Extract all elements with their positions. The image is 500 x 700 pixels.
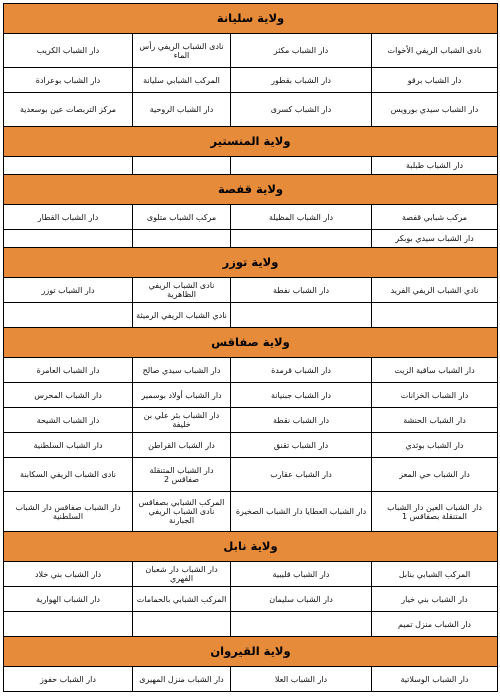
table-row (4, 205, 498, 230)
table-row (4, 303, 498, 328)
table-row (4, 667, 498, 692)
table-cell: دار الشباب الحنشة (372, 408, 498, 433)
table-cell: نادى الشباب الريفي السكابنة (4, 458, 133, 492)
table-cell: نادى الشباب الريفي الظاهرية (133, 278, 231, 303)
table-row (4, 68, 498, 93)
table-row (4, 230, 498, 248)
table-cell: دار الشباب الشيحة (4, 408, 133, 433)
table-row (4, 278, 498, 303)
table-cell: المركب الشبابي سليانة (133, 68, 231, 93)
table-cell: دار الشباب بئر علي بن خليفة (133, 408, 231, 433)
table-cell: دار الشباب قرمدة (231, 358, 372, 383)
table-cell: مركب شبابي قفصة (372, 205, 498, 230)
section-header-row (4, 637, 498, 667)
table-row (4, 562, 498, 587)
table-cell: نادي الشباب الريفي الفريد (372, 278, 498, 303)
table-cell: دار الشباب بوعرادة (4, 68, 133, 93)
table-cell (4, 303, 133, 328)
table-cell: دار الشباب العين دار الشباب المتنقلة بصفاقس 1 (372, 492, 498, 532)
table-row (4, 34, 498, 68)
table-row (4, 408, 498, 433)
section-header-row (4, 127, 498, 157)
table-row (4, 458, 498, 492)
table-cell: دار الشباب نقطة (231, 408, 372, 433)
table-cell: دار الشباب القطار (4, 205, 133, 230)
table-row (4, 383, 498, 408)
table-cell: دار الشباب الروحية (133, 93, 231, 127)
table-cell: نادي الشباب الريفي الرميثة (133, 303, 231, 328)
table-cell: دار الشباب بني خيار (372, 587, 498, 612)
table-cell: دار الشباب برقو (372, 68, 498, 93)
table-cell: دار الشباب توزر (4, 278, 133, 303)
table-cell: دار الشباب المحرس (4, 383, 133, 408)
table-cell: دار الشباب طبلبة (372, 157, 498, 175)
table-cell: دار الشباب حي المعز (372, 458, 498, 492)
table-cell: دار الشباب تقنق (231, 433, 372, 458)
table-cell: دار الشباب المظيلة (231, 205, 372, 230)
table-cell: دار الشباب بوثدي (372, 433, 498, 458)
table-cell: دار الشباب بقطور (231, 68, 372, 93)
table-cell: دار الشباب مكثر (231, 34, 372, 68)
table-cell: دار الشباب القراطن (133, 433, 231, 458)
table-cell: دار الشباب قليبية (231, 562, 372, 587)
table-cell: دار الشباب جبنيانة (231, 383, 372, 408)
youth-centers-table (3, 3, 498, 692)
table-cell (231, 303, 372, 328)
table-cell: دار الشباب المتنقلة صفاقس 2 (133, 458, 231, 492)
table-cell: نادى الشباب الريفي رأس الماء (133, 34, 231, 68)
table-row (4, 612, 498, 637)
section-title: ولاية سليانة (4, 4, 498, 34)
table-cell: دار الشباب الوسلاتية (372, 667, 498, 692)
table-cell: دار الشباب سيدي بوبكر (372, 230, 498, 248)
table-cell: المركب الشبابي بنابل (372, 562, 498, 587)
table-cell (4, 157, 133, 175)
table-cell (231, 230, 372, 248)
table-cell: دار الشباب السلطنية (4, 433, 133, 458)
table-cell (4, 230, 133, 248)
table-cell: مركز التربصات عين بوسعدية (4, 93, 133, 127)
table-cell: دار الشباب منزل المهيرى (133, 667, 231, 692)
table-cell: دار الشباب كسرى (231, 93, 372, 127)
table-cell: دار الشباب صفاقس دار الشباب السلطنية (4, 492, 133, 532)
table-row (4, 587, 498, 612)
table-row (4, 157, 498, 175)
table-cell: مركب الشباب متلوى (133, 205, 231, 230)
table-cell (133, 157, 231, 175)
table-cell: دار الشباب سليمان (231, 587, 372, 612)
section-title: ولاية المنستير (4, 127, 498, 157)
table-cell: دار الشباب الخزانات (372, 383, 498, 408)
table-row (4, 492, 498, 532)
table-cell: دار الشباب الهوارية (4, 587, 133, 612)
section-header-row (4, 175, 498, 205)
table-cell (133, 612, 231, 637)
table-row (4, 93, 498, 127)
table-cell: المركب الشبابي بصفاقس نادى الشباب الريفي الجبارنة (133, 492, 231, 532)
table-cell: دار الشباب أولاد بوسمير (133, 383, 231, 408)
table-cell: دار الشباب منزل تميم (372, 612, 498, 637)
section-title: ولاية قفصة (4, 175, 498, 205)
table-cell (231, 157, 372, 175)
section-title: ولاية صفاقس (4, 328, 498, 358)
table-cell: دار الشباب عقارب (231, 458, 372, 492)
table-cell (4, 612, 133, 637)
table-cell (231, 612, 372, 637)
table-cell: دار الشباب سيدي صالح (133, 358, 231, 383)
section-title: ولاية توزر (4, 248, 498, 278)
table-cell: دار الشباب ساقية الزيت (372, 358, 498, 383)
section-title: ولاية نابل (4, 532, 498, 562)
table-cell (133, 230, 231, 248)
table-cell: دار الشباب دار شعبان الفهري (133, 562, 231, 587)
table-cell: دار الشباب العلا (231, 667, 372, 692)
table-cell: دار الشباب العطايا دار الشباب الصخيرة (231, 492, 372, 532)
table-cell: نادى الشباب الريفي الأخوات (372, 34, 498, 68)
table-cell: دار الشباب بني خلاد (4, 562, 133, 587)
table-row (4, 358, 498, 383)
table-cell: دار الشباب حفوز (4, 667, 133, 692)
section-header-row (4, 532, 498, 562)
section-header-row (4, 4, 498, 34)
section-header-row (4, 328, 498, 358)
table-cell: دار الشباب الكريب (4, 34, 133, 68)
table-row (4, 433, 498, 458)
table-cell: دار الشباب العامرة (4, 358, 133, 383)
table-cell: المركب الشبابي بالحمامات (133, 587, 231, 612)
section-header-row (4, 248, 498, 278)
table-cell (372, 303, 498, 328)
section-title: ولاية القيروان (4, 637, 498, 667)
table-cell: دار الشباب سيدي بورويس (372, 93, 498, 127)
table-cell: دار الشباب نفطة (231, 278, 372, 303)
